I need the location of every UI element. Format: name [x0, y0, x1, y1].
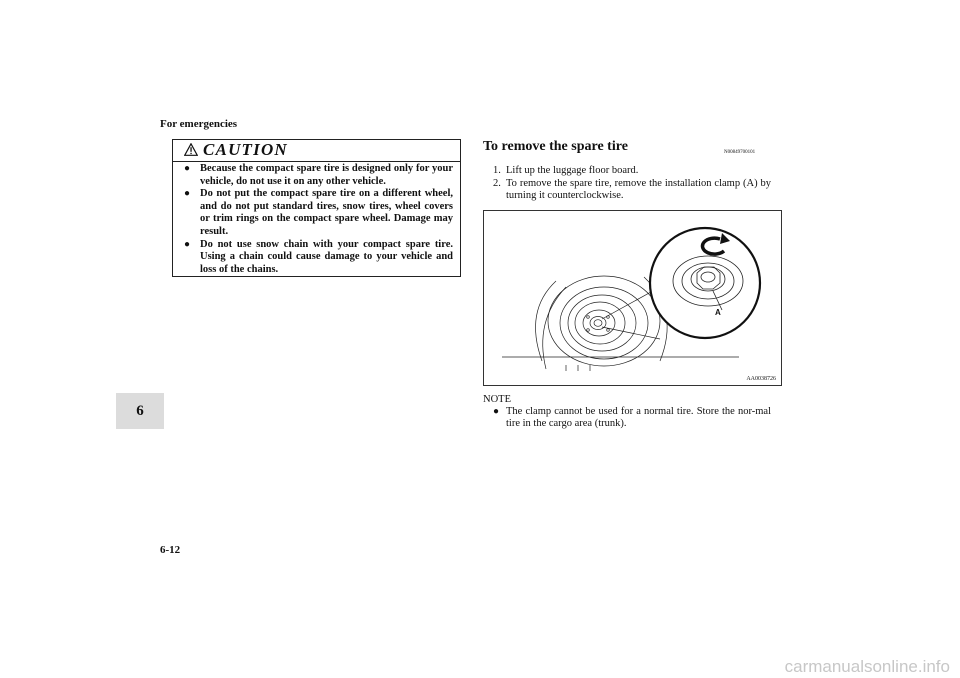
bullet-icon: ● [184, 163, 191, 174]
bullet-icon: ● [184, 188, 191, 200]
bullet-icon: ● [184, 238, 191, 250]
step-item [493, 178, 771, 202]
spare-tire-illustration [483, 210, 782, 386]
caution-item [184, 239, 453, 277]
caution-item [184, 188, 453, 238]
section-header: For emergencies [160, 118, 238, 130]
page-number: 6-12 [160, 544, 181, 556]
spare-tire-drawing [484, 211, 782, 386]
step-number: 2. [493, 178, 501, 189]
note-text: The clamp cannot be used for a normal tire. Store the nor-mal tire in the cargo area (trunk). [506, 406, 771, 429]
caution-title: CAUTION [203, 140, 288, 159]
step-text: Lift up the luggage floor board. [506, 165, 639, 176]
bullet-icon: ● [493, 406, 500, 417]
step-item [493, 165, 771, 177]
caution-item-text: Do not use snow chain with your compact spare tire. Using a chain could cause damage to your vehicle and loss of the chains. [200, 238, 453, 275]
caution-header [173, 140, 460, 162]
note-label: NOTE [483, 394, 511, 405]
warning-triangle-icon [184, 143, 198, 156]
step-number: 1. [493, 165, 501, 176]
footer-watermark-bar [0, 656, 960, 678]
watermark-text: carmanualsonline.info [784, 657, 950, 676]
caution-box [172, 139, 461, 277]
section-title: To remove the spare tire [483, 139, 628, 154]
chapter-tab [116, 393, 164, 429]
note-item [493, 406, 771, 430]
caution-item-text: Do not put the compact spare tire on a different wheel, and do not put standard tires, snow tires, wheel covers or trim rings on the compact spare wheel. Damage may result. [200, 188, 453, 237]
caution-list [173, 162, 460, 276]
figure-code: AA0038726 [746, 376, 776, 382]
caution-item-text: Because the compact spare tire is designed only for your vehicle, do not use it on any other vehicle. [200, 163, 453, 187]
chapter-number: 6 [136, 402, 144, 419]
step-text: To remove the spare tire, remove the installation clamp (A) by turning it counterclockwise. [506, 178, 771, 201]
section-code: N00849700101 [724, 150, 756, 155]
figure-callout-label: A [715, 308, 721, 317]
caution-item [184, 163, 453, 188]
